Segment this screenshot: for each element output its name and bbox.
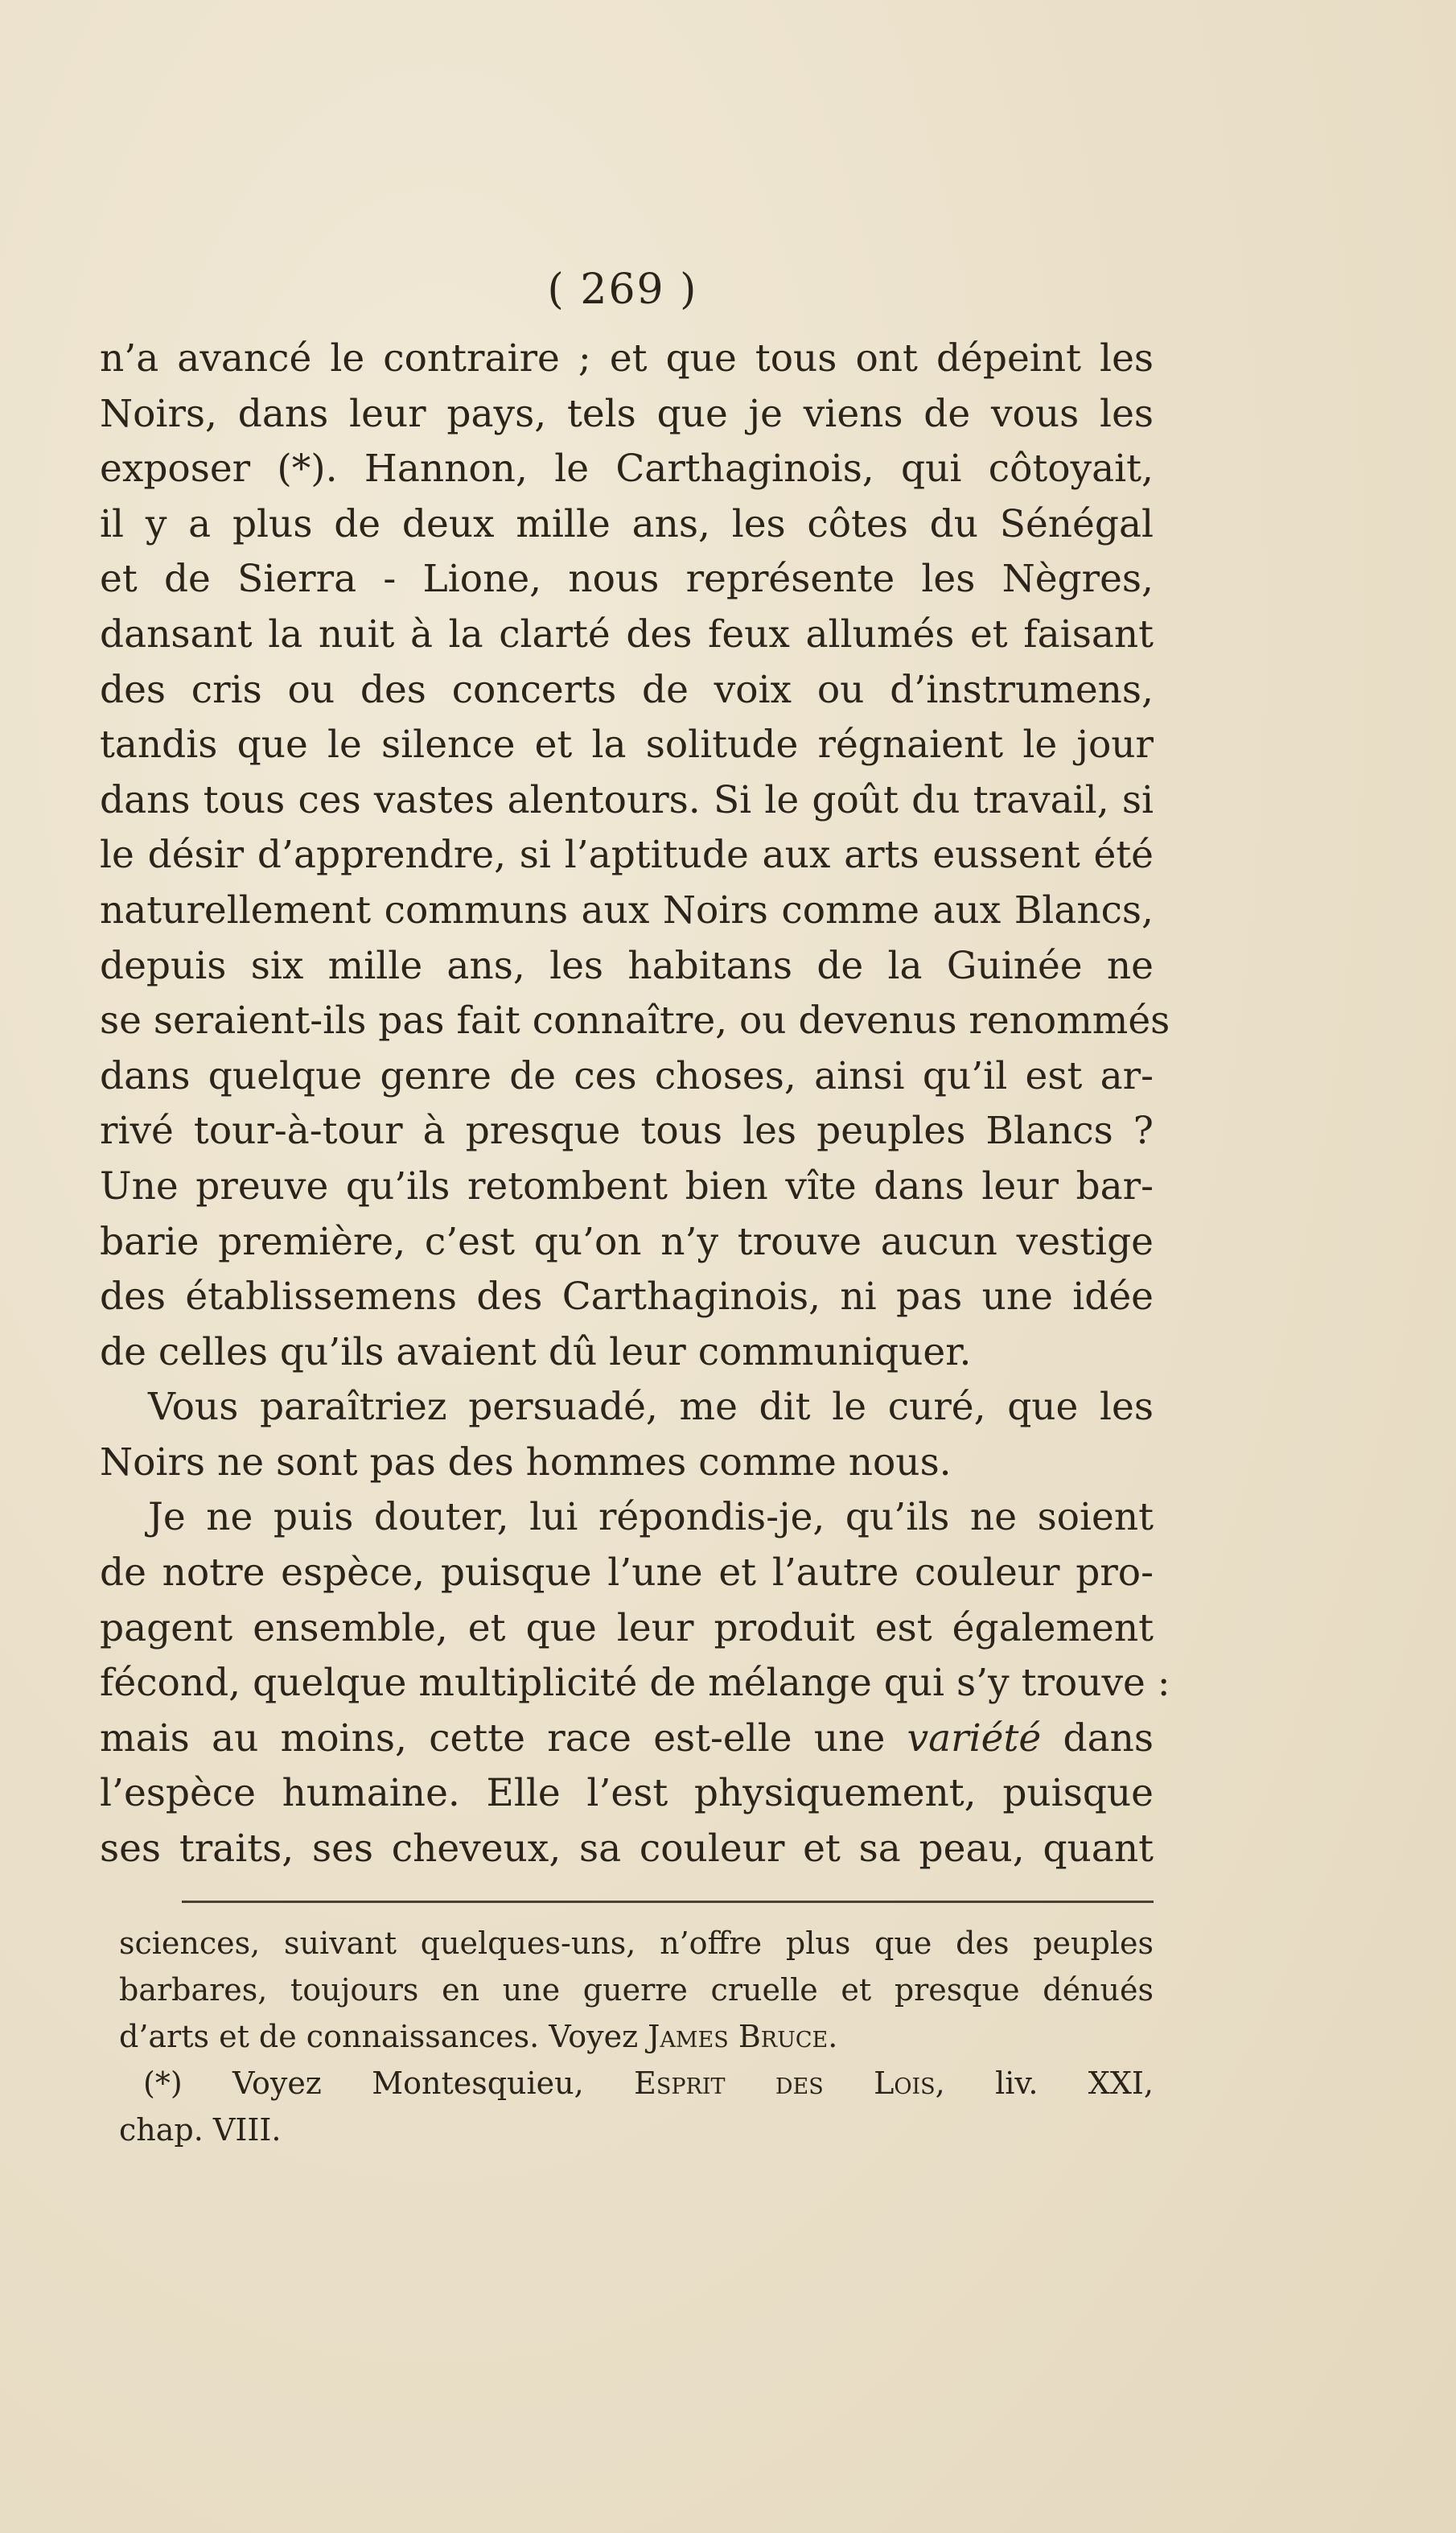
body-line (100, 1711, 1154, 1767)
footnote-text-run: , liv. XXI, (935, 2066, 1154, 2101)
body-line: barie première, c’est qu’on n’y trouve aucun vestige (100, 1219, 1154, 1264)
body-line: de notre espèce, puisque l’une et l’autre couleur pro- (100, 1551, 1154, 1596)
body-line: le désir d’apprendre, si l’aptitude aux arts eussent été (100, 833, 1154, 878)
body-line: et de Sierra - Lione, nous représente les Nègres, (100, 557, 1154, 602)
body-line: rivé tour-à-tour à presque tous les peuples Blancs ? (100, 1109, 1154, 1154)
body-line: dans quelque genre de ces choses, ainsi qu’il est ar- (100, 1053, 1154, 1098)
footnote-text-run: d’arts et de connaissances. Voyez (119, 2019, 648, 2054)
footnote-divider (182, 1901, 1154, 1903)
body-line: n’a avancé le contraire ; et que tous ont dépeint les (100, 336, 1154, 381)
body-line: des cris ou des concerts de voix ou d’instrumens, (100, 667, 1154, 712)
body-line: Noirs, dans leur pays, tels que je viens de vous les (100, 391, 1154, 436)
footnote-text-run: (*) Voyez Montesquieu, (143, 2066, 635, 2101)
body-text (100, 332, 1170, 1877)
author-name: James Bruce. (648, 2019, 838, 2054)
footnote-line: sciences, suivant quelques-uns, n’offre plus que des peuples (119, 1925, 1154, 1961)
body-line: Une preuve qu’ils retombent bien vîte dans leur bar- (100, 1164, 1154, 1209)
body-line: naturellement communs aux Noirs comme aux Blancs, (100, 888, 1154, 933)
body-line: se seraient-ils pas fait connaître, ou devenus renommés (100, 999, 1170, 1044)
footnote-line: barbares, toujours en une guerre cruelle et presque dénués (119, 1972, 1154, 2008)
body-text-run: dans (1041, 1715, 1154, 1761)
page-number: ( 269 ) (547, 266, 698, 314)
body-line: tandis que le silence et la solitude régnaient le jour (100, 723, 1154, 768)
body-line: dans tous ces vastes alentours. Si le goût du travail, si (100, 777, 1154, 822)
body-line: Vous paraîtriez persuadé, me dit le curé, que les (148, 1385, 1154, 1430)
body-line: de celles qu’ils avaient dû leur communiquer. (100, 1329, 972, 1374)
italic-word: variété (907, 1715, 1042, 1761)
body-line: Je ne puis douter, lui répondis-je, qu’ils ne soient (148, 1495, 1154, 1540)
footnote-line: chap. VIII. (119, 2112, 282, 2148)
body-line: ses traits, ses cheveux, sa couleur et sa peau, quant (100, 1827, 1154, 1872)
body-line: dansant la nuit à la clarté des feux allumés et faisant (100, 612, 1154, 657)
body-line: Noirs ne sont pas des hommes comme nous. (100, 1439, 952, 1485)
body-line: l’espèce humaine. Elle l’est physiquement, puisque (100, 1771, 1154, 1816)
footnotes (119, 1920, 1154, 2153)
body-line: pagent ensemble, et que leur produit est également (100, 1605, 1154, 1650)
footnote-line (119, 2013, 1154, 2060)
footnote-line (119, 2060, 1154, 2107)
body-text-run: mais au moins, cette race est-elle une (100, 1715, 907, 1761)
body-line: depuis six mille ans, les habitans de la Guinée ne (100, 943, 1154, 988)
body-line: il y a plus de deux mille ans, les côtes du Sénégal (100, 501, 1154, 546)
book-title: Esprit des Lois (634, 2066, 936, 2101)
body-line: des établissemens des Carthaginois, ni pas une idée (100, 1275, 1154, 1320)
body-line: exposer (*). Hannon, le Carthaginois, qui côtoyait, (100, 447, 1154, 492)
body-line: fécond, quelque multiplicité de mélange qui s’y trouve : (100, 1661, 1170, 1706)
